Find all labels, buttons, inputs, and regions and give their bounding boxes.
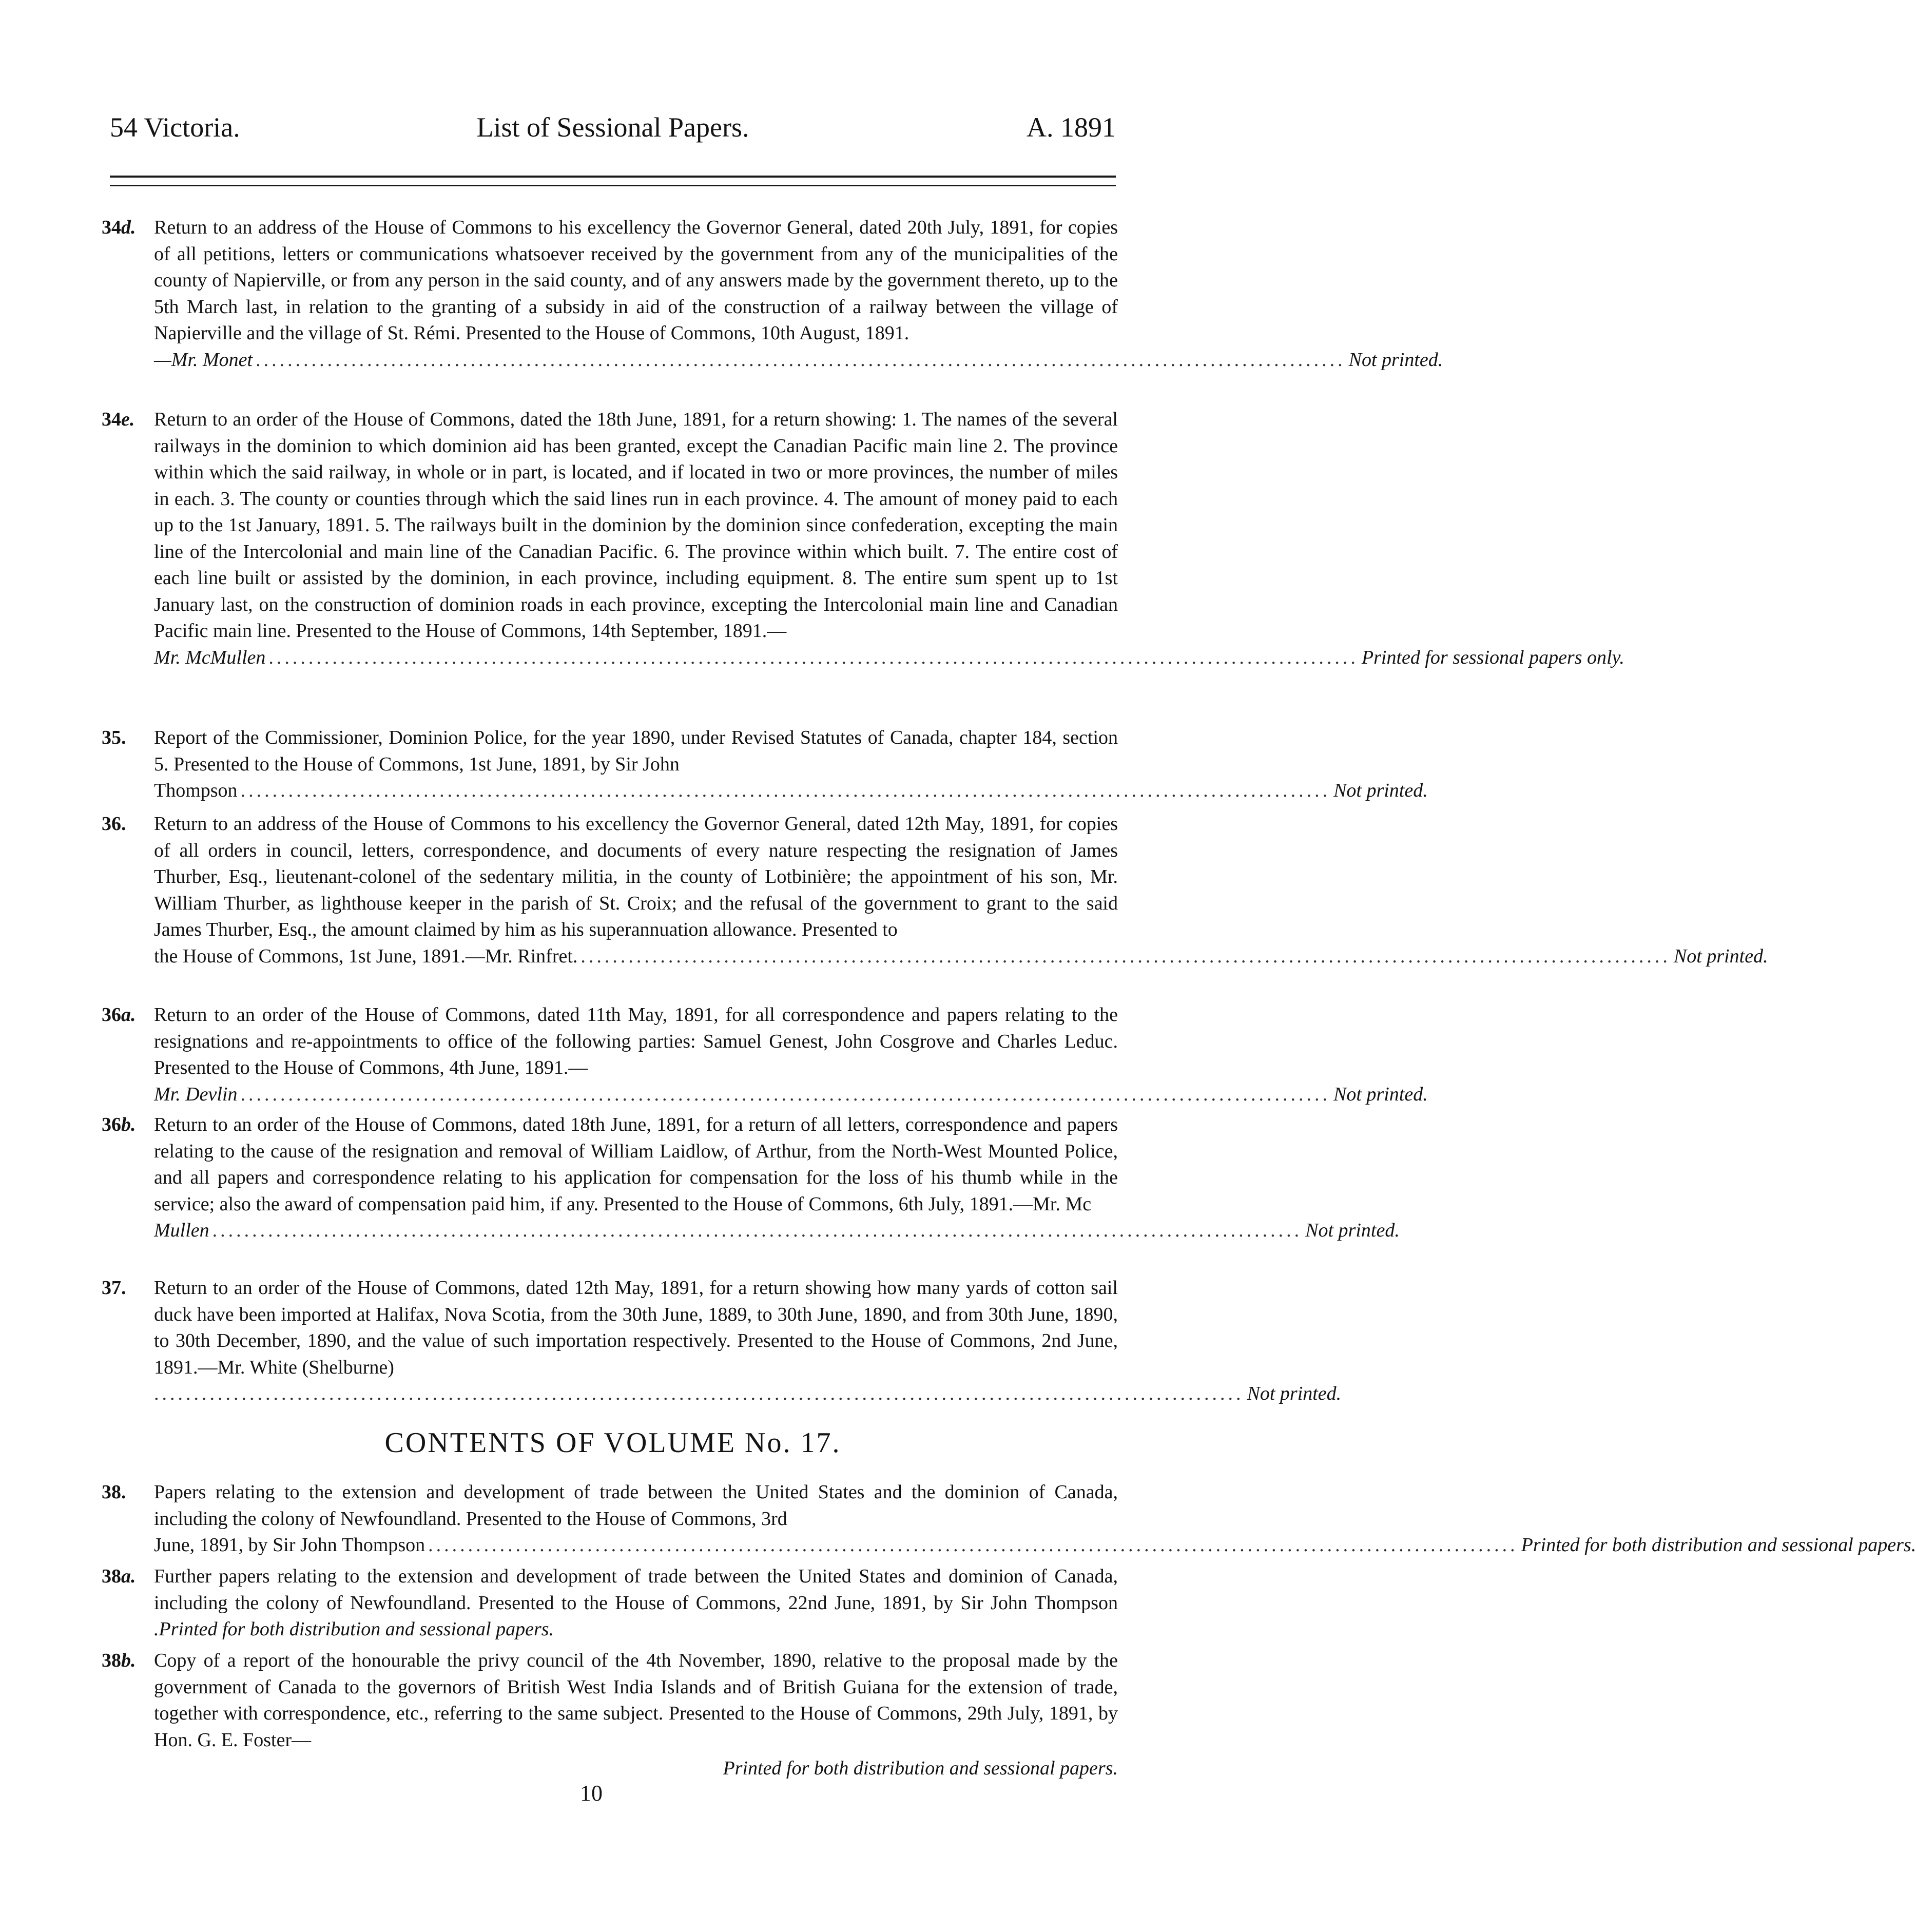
entry-34d <box>102 215 1443 373</box>
section-heading: CONTENTS OF VOLUME No. 17. <box>384 1427 841 1459</box>
entry-35 <box>102 725 1428 804</box>
entry-text: Copy of a report of the honourable the privy council of the 4th November, 1890, relative to the proposal made by the government of Canada to the governors of British West India Islands and of British Guiana for the extension of trade, together with correspondence, etc., referring to the same subject. Presented to the House of Commons, 29th July, 1891, by Hon. G. E. Foster— <box>154 1650 1118 1751</box>
entry-34e <box>102 407 1624 671</box>
entry-36 <box>102 811 1768 970</box>
entry-number: 35. <box>102 727 126 748</box>
header-double-rule <box>110 176 1116 186</box>
entry-number: 38b. <box>102 1650 136 1671</box>
dot-leader: ......................................................................................................................................... <box>212 1220 1303 1241</box>
entry-text: Return to an address of the House of Commons to his excellency the Governor General, dated 12th May, 1891, for copies of all orders in council, letters, correspondence, and documents of every nature respecting the resignation of James Thurber, Esq., lieutenant-colonel of the sedentary militia, in the county of Lotbinière; the appointment of his son, Mr. William Thurber, as lighthouse keeper in the parish of St. Croix; and the refusal of the government to grant to the said James Thurber, Esq., the amount claimed by him as his superannuation allowance. Presented to <box>154 813 1118 940</box>
entry-number: 34e. <box>102 409 135 430</box>
dot-leader: ......................................................................................................................................... <box>428 1534 1518 1556</box>
entry-text: Return to an order of the House of Commons, dated 18th June, 1891, for a return of all letters, correspondence and papers relating to the cause of the resignation and removal of William Laidlow, of Arthur, from the North-West Mounted Police, and all papers and correspondence relating to his application for compensation for the loss of his thumb while in the service; also the award of compensation paid him, if any. Presented to the House of Commons, 6th July, 1891.—Mr. Mc <box>154 1114 1118 1215</box>
entry-attribution <box>154 1381 1342 1407</box>
entry-text: Return to an order of the House of Commons, dated the 18th June, 1891, for a return showing: 1. The names of the several railways in the dominion to which dominion aid has been granted, except the Canadian Pacific main line 2. The province within which the said railway, in whole or in part, is located, and if located in two or more provinces, the number of miles in each. 3. The county or counties through which the said lines run in each province. 4. The amount of money paid to each up to the 1st January, 1891. 5. The railways built in the dominion by the dominion since confederation, excepting the main line of the Intercolonial and main line of the Canadian Pacific. 6. The province within which built. 7. The entire cost of each line built or assisted by the dominion, in each province, including equipment. 8. The entire sum spent up to 1st January last, on the construction of dominion roads in each province, excepting the Intercolonial main line and Canadian Pacific main line. Presented to the House of Commons, 14th September, 1891.— <box>154 409 1118 642</box>
header-title: List of Sessional Papers. <box>476 112 749 143</box>
entry-attribution <box>154 943 1768 970</box>
entry-attribution <box>154 1081 1428 1108</box>
entry-38 <box>102 1479 1916 1559</box>
entry-status: Not printed. <box>1333 1083 1428 1105</box>
entry-attribution <box>154 1218 1400 1244</box>
dot-leader: ......................................................................................................................................... <box>580 945 1671 967</box>
dot-leader: ......................................................................................................................................... <box>268 646 1359 668</box>
dot-leader: ......................................................................................................................................... <box>240 1083 1331 1105</box>
dot-leader: ......................................................................................................................................... <box>240 780 1331 801</box>
dot-leader: ......................................................................................................................................... <box>256 349 1346 371</box>
entry-mover: June, 1891, by Sir John Thompson <box>154 1534 425 1556</box>
entry-number: 36. <box>102 813 126 835</box>
entry-number: 34d. <box>102 217 136 238</box>
entry-38a <box>102 1563 1118 1643</box>
entry-text: Report of the Commissioner, Dominion Police, for the year 1890, under Revised Statutes of Canada, chapter 184, section 5. Presented to the House of Commons, 1st June, 1891, by Sir John <box>154 727 1118 775</box>
page-number: 10 <box>580 1781 603 1806</box>
entry-36b <box>102 1112 1400 1244</box>
entry-mover: Thompson <box>154 780 238 801</box>
entry-number: 38. <box>102 1481 126 1503</box>
entry-attribution <box>154 645 1624 671</box>
entry-status: Not printed. <box>1348 349 1443 371</box>
entry-status: Not printed. <box>1333 780 1428 801</box>
entry-status: Not printed. <box>1673 945 1768 967</box>
entry-text: Return to an order of the House of Commons, dated 11th May, 1891, for all correspondence and papers relating to the resignations and re-appointments to office of the following parties: Samuel Genest, John Cosgrove and Charles Leduc. Presented to the House of Commons, 4th June, 1891.— <box>154 1004 1118 1078</box>
entry-mover: Mullen <box>154 1220 209 1241</box>
entry-number: 37. <box>102 1277 126 1299</box>
entry-36a <box>102 1002 1428 1108</box>
entry-number: 36a. <box>102 1004 136 1026</box>
entry-mover: the House of Commons, 1st June, 1891.—Mr. Rinfret. <box>154 945 578 967</box>
entry-text: Further papers relating to the extension and development of trade between the United States and dominion of Canada, including the colony of Newfoundland. Presented to the House of Commons, 22nd June, 1891, by Sir John Thompson .Printed for both distribution and sessional papers. <box>154 1566 1118 1640</box>
entry-37 <box>102 1275 1342 1407</box>
entry-mover: Mr. McMullen <box>154 646 266 668</box>
entry-text: Papers relating to the extension and development of trade between the United States and the dominion of Canada, including the colony of Newfoundland. Presented to the House of Commons, 3rd <box>154 1481 1118 1530</box>
entry-attribution <box>154 347 1443 374</box>
entry-status: Not printed. <box>1305 1220 1400 1241</box>
entry-38b-status: Printed for both distribution and sessional papers. <box>723 1757 1118 1779</box>
entry-number: 36b. <box>102 1114 136 1135</box>
header-session: 54 Victoria. <box>110 112 240 143</box>
entry-38b <box>102 1648 1118 1753</box>
entry-attribution <box>154 1532 1916 1559</box>
entry-attribution <box>154 778 1428 804</box>
entry-status: Printed for both distribution and sessional papers. <box>1521 1534 1916 1556</box>
entry-text: Return to an order of the House of Commons, dated 12th May, 1891, for a return showing how many yards of cotton sail duck have been imported at Halifax, Nova Scotia, from the 30th June, 1889, to 30th June, 1890, and from 30th June, 1890, to 30th December, 1890, and the value of such importation respectively. Presented to the House of Commons, 2nd June, 1891.—Mr. White (Shelburne) <box>154 1277 1118 1378</box>
running-head <box>110 107 1116 148</box>
entry-status: Not printed. <box>1247 1383 1342 1404</box>
header-year: A. 1891 <box>1027 112 1116 143</box>
entry-status: Printed for both distribution and sessional papers. <box>159 1618 554 1640</box>
entry-mover: Mr. Devlin <box>154 1083 238 1105</box>
dot-leader: ......................................................................................................................................... <box>154 1383 1244 1404</box>
entry-mover: —Mr. Monet <box>154 349 253 371</box>
entry-number: 38a. <box>102 1566 136 1587</box>
entry-text: Return to an address of the House of Commons to his excellency the Governor General, dated 20th July, 1891, for copies of all petitions, letters or communications whatsoever received by the government from any of the municipalities of the county of Napierville, or from any person in the said county, and of any answers made by the government thereto, up to the 5th March last, in relation to the granting of a subsidy in aid of the construction of a railway between the village of Napierville and the village of St. Rémi. Presented to the House of Commons, 10th August, 1891. <box>154 217 1118 344</box>
entry-status: Printed for sessional papers only. <box>1361 646 1624 668</box>
